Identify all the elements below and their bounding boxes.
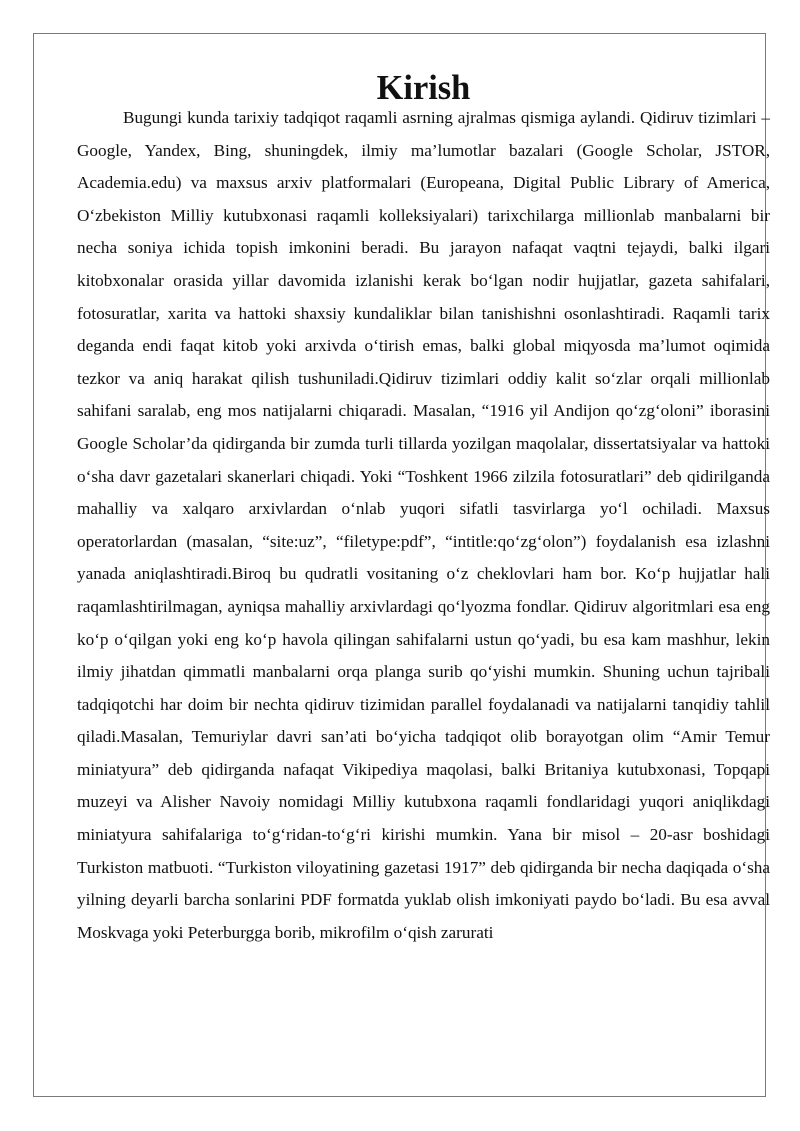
document-content xyxy=(77,69,770,949)
body-paragraph: Bugungi kunda tarixiy tadqiqot raqamli asrning ajralmas qismiga aylandi. Qidiruv tizimlari – Google, Yandex, Bing, shuningdek, ilmiy ma’lumotlar bazalari (Google Scholar, JSTOR, Academia.edu) va maxsus arxiv platformalari (Europeana, Digital Public Library of America, O‘zbekiston Milliy kutubxonasi raqamli kolleksiyalari) tarixchilarga millionlab manbalarni bir necha soniya ichida topish imkonini beradi. Bu jarayon nafaqat vaqtni tejaydi, balki ilgari kitobxonalar orasida yillar davomida izlanishi kerak bo‘lgan nodir hujjatlar, gazeta sahifalari, fotosuratlar, xarita va hattoki shaxsiy kundaliklar bilan tanishishni osonlashtiradi. Raqamli tarix deganda endi faqat kitob yoki arxivda o‘tirish emas, balki global miqyosda ma’lumot oqimida tezkor va aniq harakat qilish tushuniladi.Qidiruv tizimlari oddiy kalit so‘zlar orqali millionlab sahifani saralab, eng mos natijalarni chiqaradi. Masalan, “1916 yil Andijon qo‘zg‘oloni” iborasini Google Scholar’da qidirganda bir zumda turli tillarda yozilgan maqolalar, dissertatsiyalar va hattoki o‘sha davr gazetalari skanerlari chiqadi. Yoki “Toshkent 1966 zilzila fotosuratlari” deb qidirilganda mahalliy va xalqaro arxivlardan o‘nlab yuqori sifatli tasvirlarga yo‘l ochiladi. Maxsus operatorlardan (masalan, “site:uz”, “filetype:pdf”, “intitle:qo‘zg‘olon”) foydalanish esa izlashni yanada aniqlashtiradi.Biroq bu qudratli vositaning o‘z cheklovlari ham bor. Ko‘p hujjatlar hali raqamlashtirilmagan, ayniqsa mahalliy arxivlardagi qo‘lyozma fondlar. Qidiruv algoritmlari esa eng ko‘p o‘qilgan yoki eng ko‘p havola qilingan sahifalarni ustun qo‘yadi, bu esa kam mashhur, lekin ilmiy jihatdan qimmatli manbalarni orqa planga surib qo‘yishi mumkin. Shuning uchun tajribali tadqiqotchi har doim bir nechta qidiruv tizimidan parallel foydalanadi va natijalarni tanqidiy tahlil qiladi.Masalan, Temuriylar davri san’ati bo‘yicha tadqiqot olib borayotgan olim “Amir Temur miniatyura” deb qidirganda nafaqat Vikipediya maqolasi, balki Britaniya kutubxonasi, Topqapi muzeyi va Alisher Navoiy nomidagi Milliy kutubxona raqamli fondlaridagi yuqori aniqlikdagi miniatyura sahifalariga to‘g‘ridan-to‘g‘ri kirishi mumkin. Yana bir misol – 20-asr boshidagi Turkiston matbuoti. “Turkiston viloyatining gazetasi 1917” deb qidirganda bir necha daqiqada o‘sha yilning deyarli barcha sonlarini PDF formatda yuklab olish imkoniyati paydo bo‘ladi. Bu esa avval Moskvaga yoki Peterburgga borib, mikrofilm o‘qish zarurati xyxy=(77,108,770,942)
section-title: Kirish xyxy=(376,69,471,107)
